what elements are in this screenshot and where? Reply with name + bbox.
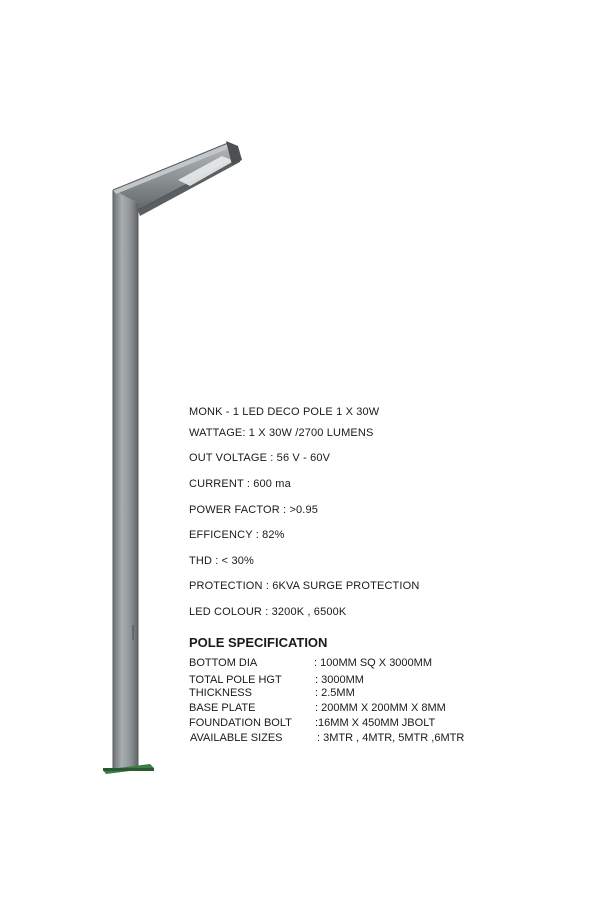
current-line: CURRENT : 600 ma (189, 478, 291, 490)
pole-spec-label: FOUNDATION BOLT (189, 717, 292, 729)
pole-spec-value: : 2.5MM (315, 687, 355, 699)
power-factor-line: POWER FACTOR : >0.95 (189, 504, 319, 516)
pole-spec-value: : 3000MM (315, 674, 364, 686)
protection-line: PROTECTION : 6KVA SURGE PROTECTION (189, 580, 420, 592)
product-title: MONK - 1 LED DECO POLE 1 X 30W (189, 406, 380, 418)
pole-spec-heading: POLE SPECIFICATION (189, 635, 328, 650)
pole-spec-value: : 200MM X 200MM X 8MM (315, 702, 446, 714)
thd-line: THD : < 30% (189, 555, 254, 567)
pole-spec-label: BOTTOM DIA (189, 657, 258, 669)
out-voltage-line: OUT VOLTAGE : 56 V - 60V (189, 452, 331, 464)
pole-spec-value: :16MM X 450MM JBOLT (315, 717, 436, 729)
pole-spec-value: : 3MTR , 4MTR, 5MTR ,6MTR (317, 732, 465, 744)
pole-spec-label: TOTAL POLE HGT (189, 674, 282, 686)
pole-spec-value: : 100MM SQ X 3000MM (314, 657, 432, 669)
efficiency-line: EFFICENCY : 82% (189, 529, 285, 541)
led-colour-line: LED COLOUR : 3200K , 6500K (189, 606, 347, 618)
wattage-line: WATTAGE: 1 X 30W /2700 LUMENS (189, 427, 374, 439)
pole-shaft (113, 190, 138, 770)
pole-spec-label: AVAILABLE SIZES (190, 732, 283, 744)
pole-spec-label: BASE PLATE (189, 702, 256, 714)
pole-spec-label: THICKNESS (189, 687, 252, 699)
